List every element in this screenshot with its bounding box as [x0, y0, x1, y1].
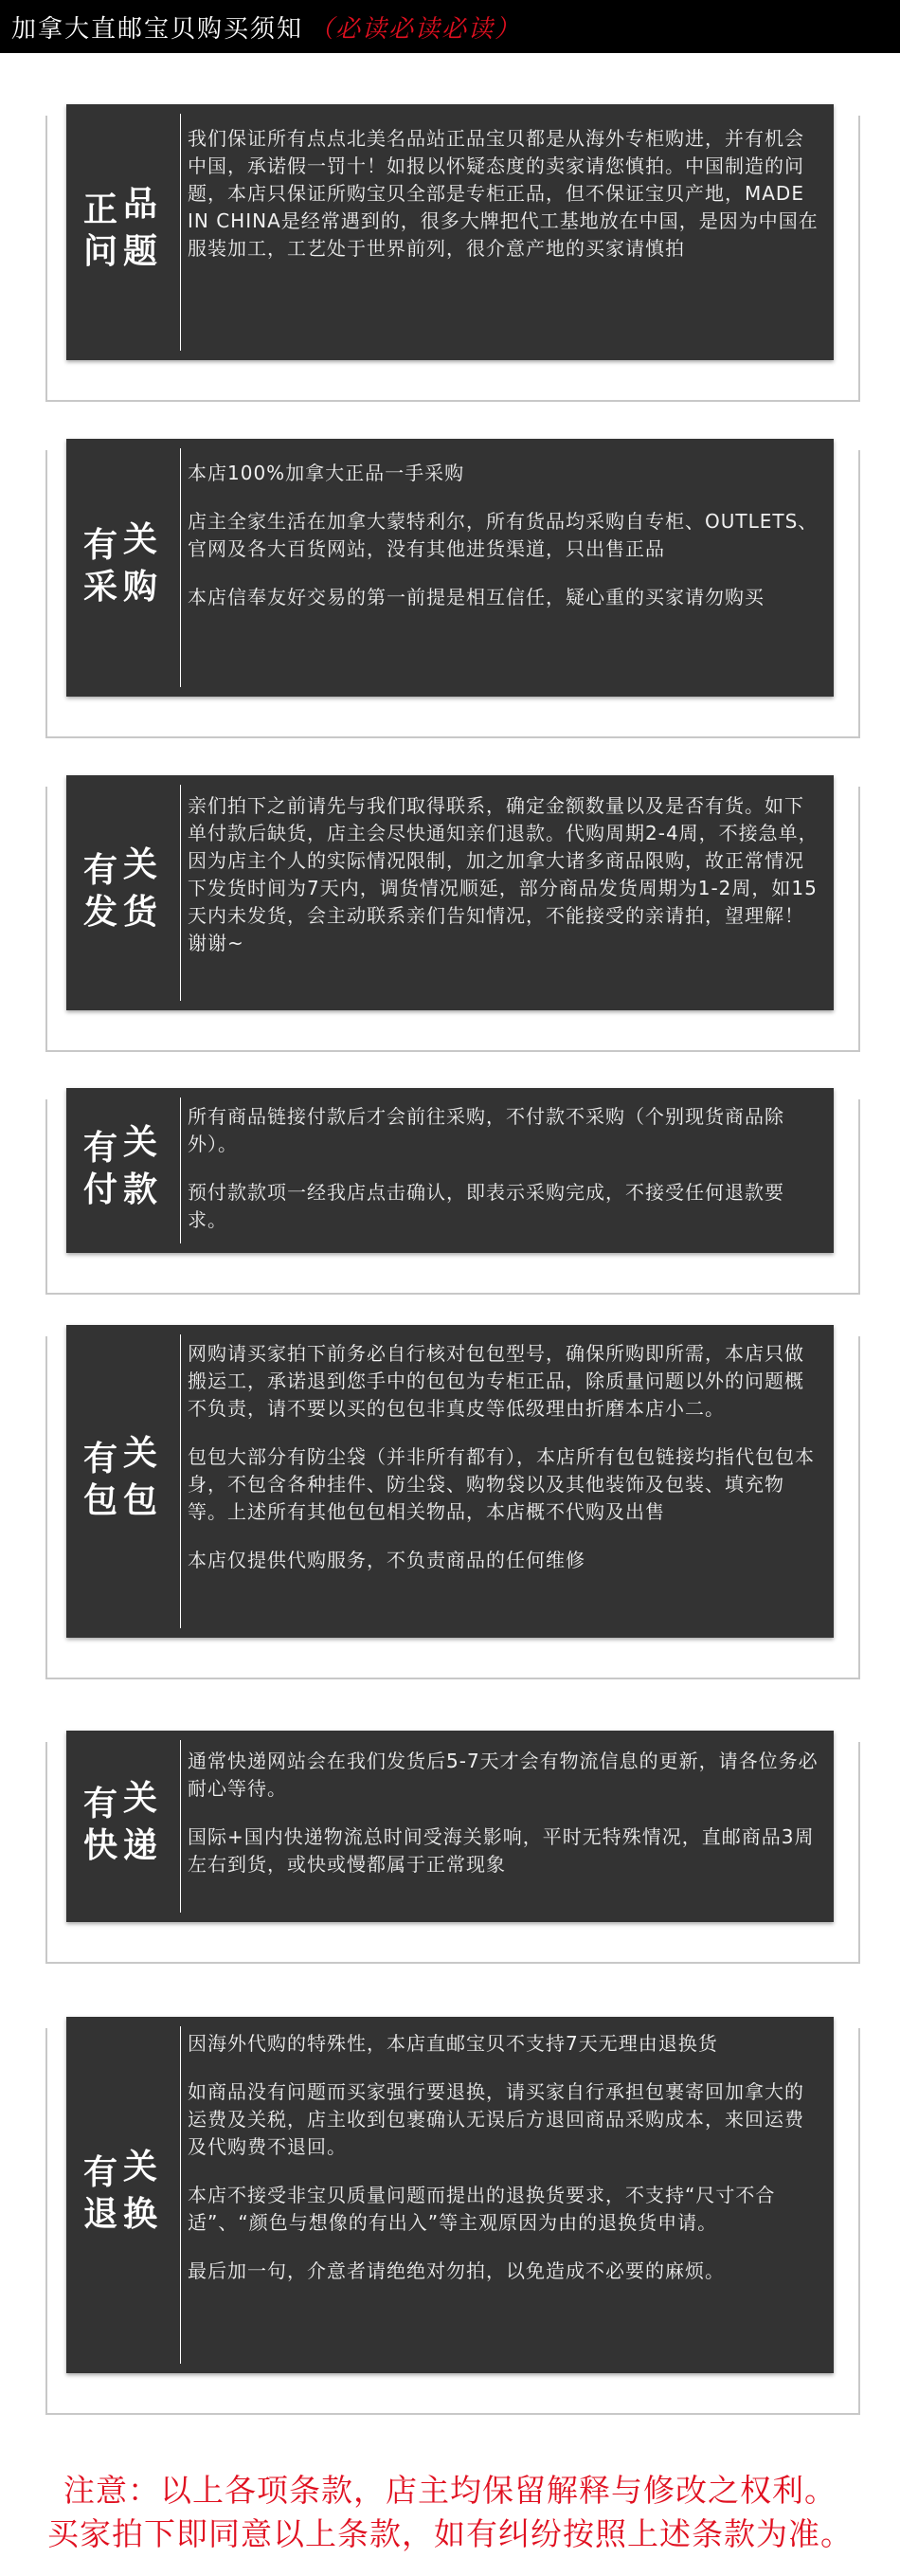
label-char: 关 [123, 1778, 158, 1818]
paragraph: 本店信奉友好交易的第一前提是相互信任，疑心重的买家请勿购买 [188, 586, 765, 608]
divider [180, 1740, 181, 1913]
paragraph: 店主全家生活在加拿大蒙特利尔，所有货品均采购自专柜、OUTLETS、官网及各大百货网站，没有其他进货渠道，只出售正品 [188, 510, 819, 560]
label-char: 有 [83, 1439, 118, 1478]
label-char: 关 [123, 1122, 158, 1162]
divider [180, 114, 181, 351]
label-char: 包 [83, 1480, 118, 1520]
page-title: 加拿大直邮宝贝购买须知 [11, 14, 304, 44]
section-content [188, 125, 819, 283]
label-char: 关 [123, 519, 158, 559]
paragraph: 我们保证所有点点北美名品站正品宝贝都是从海外专柜购进，并有机会中国，承诺假一罚十！如报以怀疑态度的卖家请您慎拍。中国制造的问题，本店只保证所购宝贝全部是专柜正品，但不保证宝贝产地，MADE IN CHINA是经常遇到的，很多大牌把代工基地放在中国，是因为中国在服装加工，工艺处于世界前列，很介意产地的买家请慎拍 [188, 127, 819, 260]
section-bags [66, 1325, 834, 1638]
footer-line: 注意：以上各项条款，店主均保留解释与修改之权利。 [63, 2473, 837, 2508]
footer-notice [0, 2469, 900, 2556]
section-payment [66, 1088, 834, 1253]
label-char: 品 [123, 184, 158, 224]
paragraph: 如商品没有问题而买家强行要退换，请买家自行承担包裹寄回加拿大的运费及关税，店主收到包裹确认无误后方退回商品采购成本，来回运费及代购费不退回。 [188, 2080, 804, 2158]
section-delivery [66, 1731, 834, 1922]
section-shipping [66, 775, 834, 1010]
section-label [66, 2017, 180, 2373]
label-char: 问 [83, 231, 118, 271]
label-char: 换 [123, 2194, 158, 2234]
section-purchasing [66, 439, 834, 697]
section-genuine-products [66, 104, 834, 360]
label-char: 关 [123, 1433, 158, 1473]
header-bar [0, 0, 900, 53]
label-char: 题 [123, 231, 158, 271]
section-label [66, 1325, 180, 1638]
label-char: 有 [83, 2152, 118, 2192]
section-returns [66, 2017, 834, 2373]
divider [180, 1098, 181, 1243]
label-char: 关 [123, 844, 158, 884]
label-char: 有 [83, 1784, 118, 1823]
section-label [66, 775, 180, 1010]
label-char: 有 [83, 1128, 118, 1168]
section-content [188, 1103, 819, 1255]
paragraph: 本店不接受非宝贝质量问题而提出的退换货要求，不支持“尺寸不合适”、“颜色与想像的有出入”等主观原因为由的退换货申请。 [188, 2184, 776, 2234]
divider [180, 785, 181, 1001]
paragraph: 最后加一句，介意者请绝绝对勿拍，以免造成不必要的麻烦。 [188, 2259, 725, 2282]
label-char: 有 [83, 850, 118, 890]
section-label [66, 1731, 180, 1922]
label-char: 退 [83, 2194, 118, 2234]
divider [180, 448, 181, 687]
label-char: 快 [83, 1825, 118, 1865]
paragraph: 因海外代购的特殊性，本店直邮宝贝不支持7天无理由退换货 [188, 2032, 718, 2055]
label-char: 款 [123, 1170, 158, 1209]
section-label [66, 439, 180, 697]
must-read-note: （必读必读必读） [309, 14, 522, 44]
divider [180, 2026, 181, 2364]
label-char: 付 [83, 1170, 118, 1209]
paragraph: 亲们拍下之前请先与我们取得联系，确定金额数量以及是否有货。如下单付款后缺货，店主会尽快通知亲们退款。代购周期2-4周，不接急单，因为店主个人的实际情况限制，加之加拿大诸多商品限购，故正常情况下发货时间为7天内，调货情况顺延，部分商品发货周期为1-2周，如15天内未发货，会主动联系亲们告知情况，不能接受的亲请拍，望理解！谢谢~ [188, 794, 819, 954]
label-char: 包 [123, 1480, 158, 1520]
section-label [66, 104, 180, 360]
section-label [66, 1088, 180, 1253]
section-content [188, 1748, 819, 1899]
label-char: 正 [83, 190, 118, 229]
section-content [188, 792, 819, 978]
footer-line: 买家拍下即同意以上条款，如有纠纷按照上述条款为准。 [47, 2516, 853, 2551]
section-content [188, 2030, 819, 2306]
label-char: 发 [83, 892, 118, 932]
paragraph: 本店仅提供代购服务，不负责商品的任何维修 [188, 1549, 585, 1571]
paragraph: 网购请买家拍下前务必自行核对包包型号，确保所购即所需，本店只做搬运工，承诺退到您手中的包包为专柜正品，除质量问题以外的问题概不负责，请不要以买的包包非真皮等低级理由折磨本店小二。 [188, 1342, 804, 1420]
label-char: 购 [123, 567, 158, 607]
paragraph: 所有商品链接付款后才会前往采购，不付款不采购（个别现货商品除外）。 [188, 1105, 784, 1155]
paragraph: 本店100%加拿大正品一手采购 [188, 462, 465, 484]
paragraph: 包包大部分有防尘袋（并非所有都有），本店所有包包链接均指代包包本身，不包含各种挂件、防尘袋、购物袋以及其他装饰及包装、填充物等。上述所有其他包包相关物品，本店概不代购及出售 [188, 1445, 815, 1523]
label-char: 货 [123, 892, 158, 932]
label-char: 采 [83, 567, 118, 607]
label-char: 有 [83, 525, 118, 565]
paragraph: 预付款款项一经我店点击确认，即表示采购完成，不接受任何退款要求。 [188, 1181, 784, 1231]
divider [180, 1334, 181, 1628]
section-content [188, 460, 819, 632]
label-char: 递 [123, 1825, 158, 1865]
paragraph: 国际+国内快递物流总时间受海关影响，平时无特殊情况，直邮商品3周左右到货，或快或慢都属于正常现象 [188, 1825, 815, 1876]
section-content [188, 1340, 819, 1595]
paragraph: 通常快递网站会在我们发货后5-7天才会有物流信息的更新，请各位务必耐心等待。 [188, 1750, 819, 1800]
label-char: 关 [123, 2147, 158, 2186]
